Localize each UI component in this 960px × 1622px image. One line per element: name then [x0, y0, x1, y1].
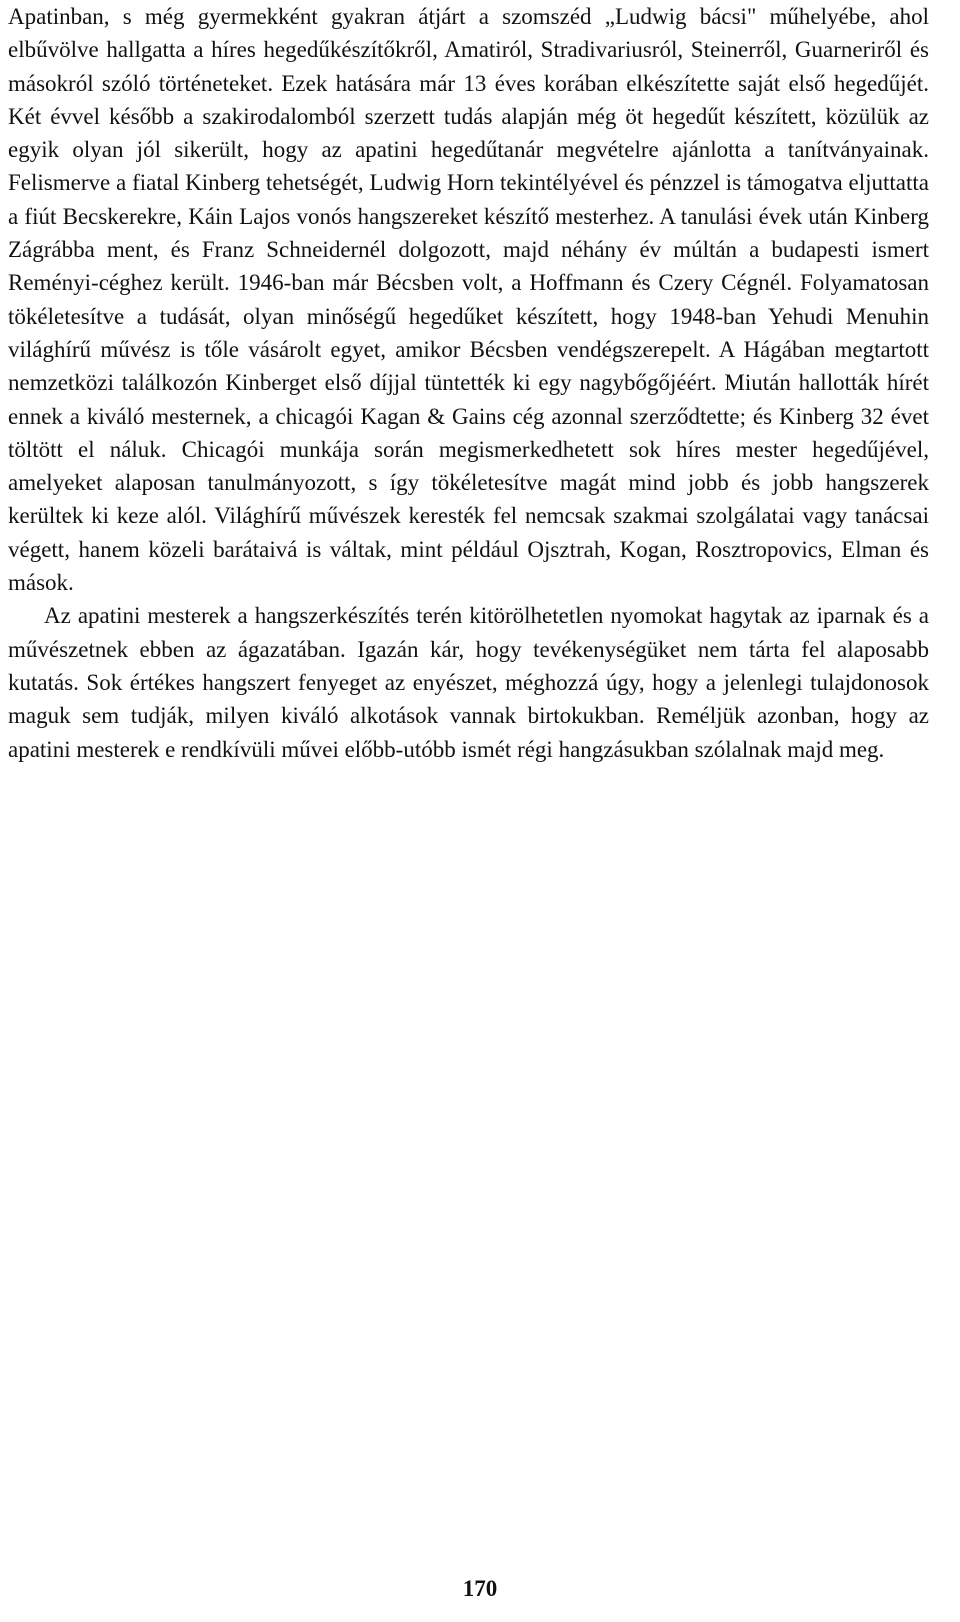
body-text — [8, 0, 929, 766]
paragraph-2: Az apatini mesterek a hangszerkészítés terén kitörölhetetlen nyomokat hagytak az iparnak és a művészetnek ebben az ágazatában. Igazán kár, hogy tevékenységüket nem tárta fel alaposabb kutatás. Sok értékes hangszert fenyeget az enyészet, méghozzá úgy, hogy a jelenlegi tulajdonosok maguk sem tudják, milyen kiváló alkotások vannak birtokukban. Reméljük azonban, hogy az apatini mesterek e rendkívüli művei előbb-utóbb ismét régi hangzásukban szólalnak majd meg. — [8, 603, 929, 762]
paragraph-1: Apatinban, s még gyermekként gyakran átjárt a szomszéd „Ludwig bácsi" műhelyébe, ahol elbűvölve hallgatta a híres hegedűkészítőkről, Amatiról, Stradivariusról, Steinerről, Guarneriről és másokról szóló történeteket. Ezek hatására már 13 éves korában elkészítette saját első hegedűjét. Két évvel később a szakirodalomból szerzett tudás alapján még öt hegedűt készített, közülük az egyik olyan jól sikerült, hogy az apatini hegedűtanár megvételre ajánlotta a tanítványainak. Felismerve a fiatal Kinberg tehetségét, Ludwig Horn tekintélyével és pénzzel is támogatva eljuttatta a fiút Becskerekre, Káin Lajos vonós hangszereket készítő mesterhez. A tanulási évek után Kinberg Zágrábba ment, és Franz Schneidernél dolgozott, majd néhány év múltán a budapesti ismert Reményi-céghez került. 1946-ban már Bécsben volt, a Hoffmann és Czery Cégnél. Folyamatosan tökéletesítve a tudását, olyan minőségű hegedűket készített, hogy 1948-ban Yehudi Menuhin világhírű művész is tőle vásárolt egyet, amikor Bécsben vendégszerepelt. A Hágában megtartott nemzetközi találkozón Kinberget első díjjal tüntették ki egy nagybőgőjéért. Miután hallották hírét ennek a kiváló mesternek, a chicagói Kagan & Gains cég azonnal szerződtette; és Kinberg 32 évet töltött el náluk. Chicagói munkája során megismerkedhetett sok híres mester hegedűjével, amelyeket alaposan tanulmányozott, s így tökéletesítve magát mind jobb és jobb hangszerek kerültek ki keze alól. Világhírű művészek keresték fel nemcsak szakmai szolgálatai vagy tanácsai végett, hanem közeli barátaivá is váltak, mint például Ojsztrah, Kogan, Rosztropovics, Elman és mások. — [8, 4, 929, 596]
page-number: 170 — [462, 1576, 498, 1601]
